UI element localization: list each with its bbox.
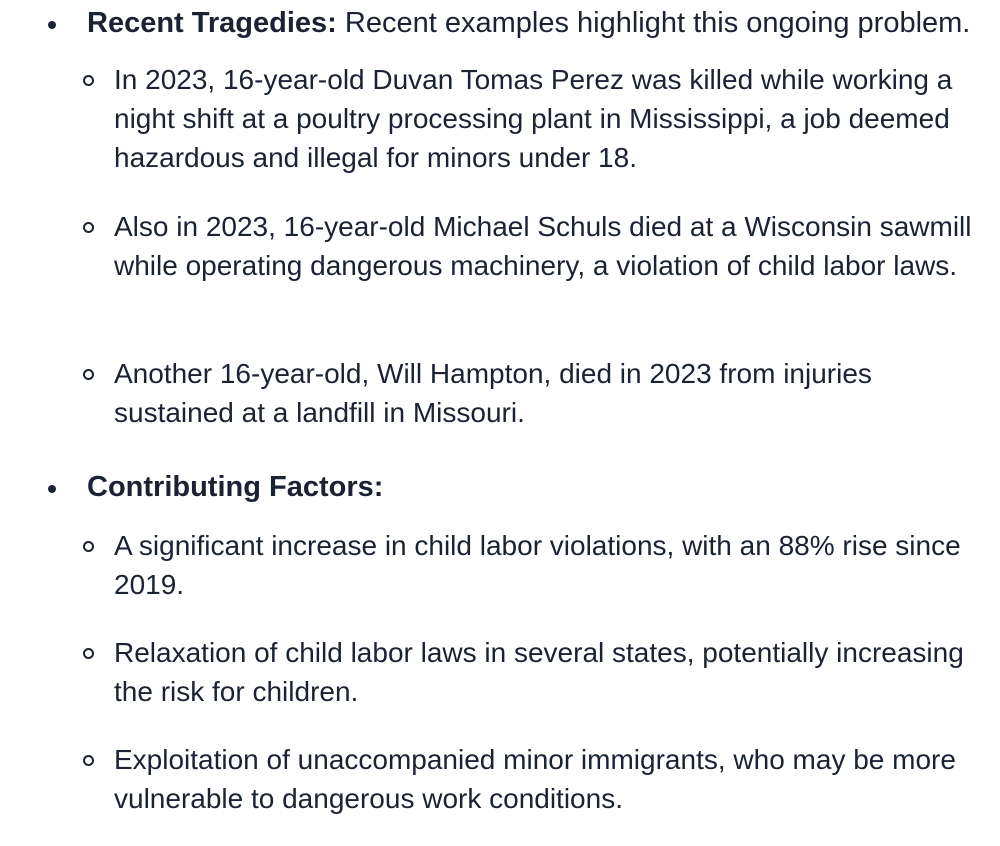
hollow-bullet-icon xyxy=(83,369,94,380)
section-label: Contributing Factors: xyxy=(87,471,384,503)
section-recent-tragedies xyxy=(0,4,1000,43)
top-list-item xyxy=(0,4,1000,43)
list-item-text: Relaxation of child labor laws in several states, potentially increasing the risk for children. xyxy=(114,637,964,707)
bullet-icon xyxy=(48,21,56,29)
list-item-text: A significant increase in child labor violations, with an 88% rise since 2019. xyxy=(114,530,961,600)
list-item-text: Also in 2023, 16-year-old Michael Schuls died at a Wisconsin sawmill while operating dangerous machinery, a violation of child labor laws. xyxy=(114,211,972,281)
section-intro: Recent examples highlight this ongoing problem. xyxy=(336,7,971,39)
section-contributing-factors xyxy=(0,468,1000,507)
top-list-item xyxy=(0,468,1000,507)
hollow-bullet-icon xyxy=(83,755,94,766)
hollow-bullet-icon xyxy=(83,648,94,659)
section-label: Recent Tragedies: xyxy=(87,7,337,39)
list-item-text: Exploitation of unaccompanied minor immigrants, who may be more vulnerable to dangerous work conditions. xyxy=(114,744,956,814)
hollow-bullet-icon xyxy=(83,75,94,86)
list-item xyxy=(0,740,1000,818)
list-item xyxy=(0,60,1000,177)
bullet-icon xyxy=(48,485,56,493)
list-item xyxy=(0,526,1000,604)
hollow-bullet-icon xyxy=(83,222,94,233)
list-item-text: Another 16-year-old, Will Hampton, died in 2023 from injuries sustained at a landfill in Missouri. xyxy=(114,358,872,428)
list-item xyxy=(0,633,1000,711)
list-item xyxy=(0,354,1000,432)
list-item-text: In 2023, 16-year-old Duvan Tomas Perez was killed while working a night shift at a poultry processing plant in Mississippi, a job deemed hazardous and illegal for minors under 18. xyxy=(114,64,953,173)
list-item xyxy=(0,207,1000,285)
hollow-bullet-icon xyxy=(83,541,94,552)
